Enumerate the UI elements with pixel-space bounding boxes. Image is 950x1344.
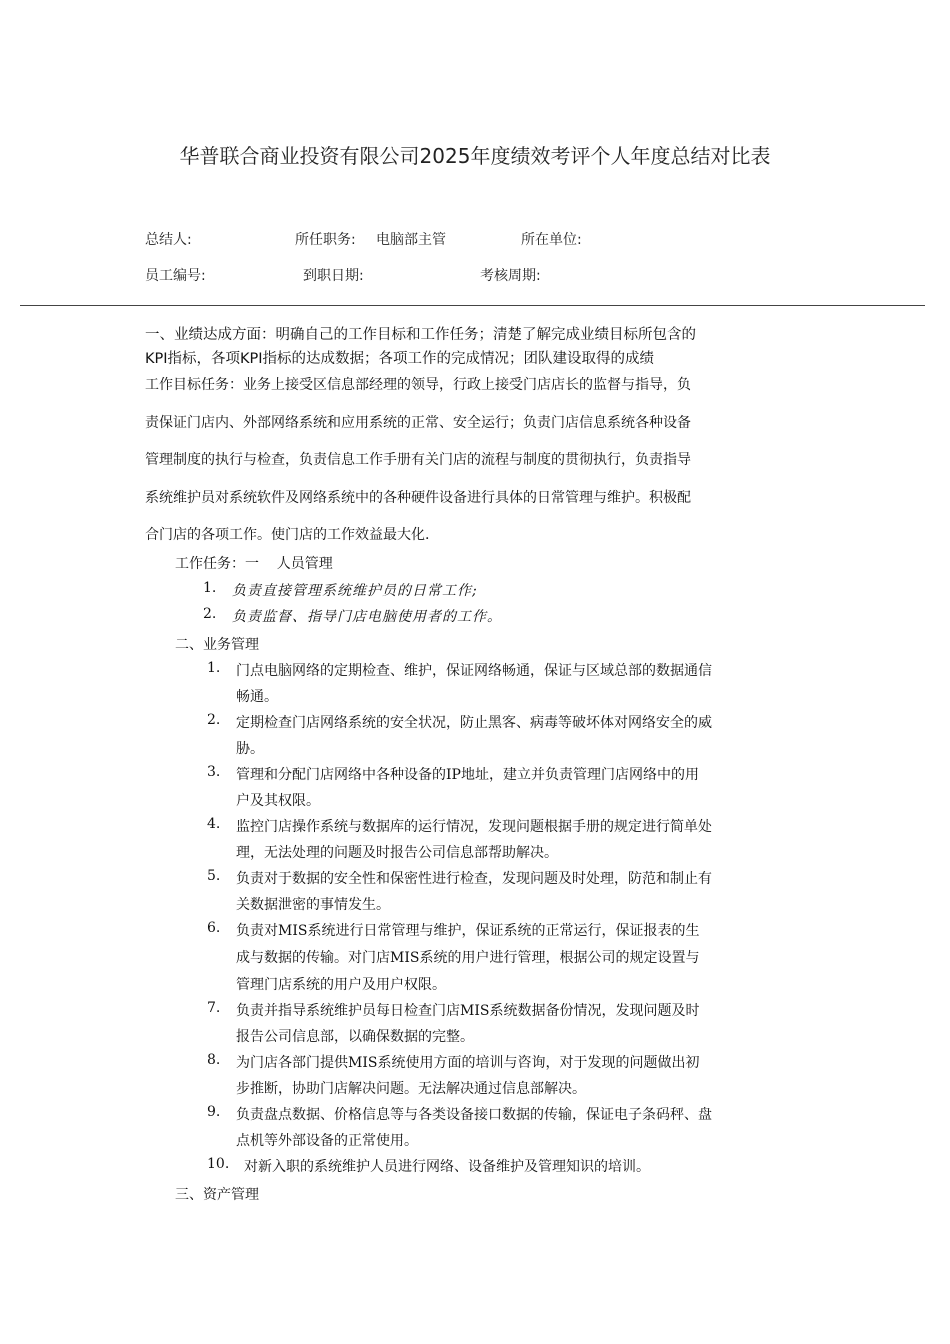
item-number: 3. [207,764,221,780]
item-text: 负责对于数据的安全性和保密性进行检查，发现问题及时处理，防范和制止有 [236,871,712,887]
item-text: 户及其权限。 [236,793,320,809]
goal-line: 工作目标任务：业务上接受区信息部经理的领导，行政上接受门店店长的监督与指导，负 [145,377,691,393]
goal-line: 系统维护员对系统软件及网络系统中的各种硬件设备进行具体的日常管理与维护。积极配 [145,490,691,506]
item-number: 5. [207,868,221,884]
item-text: 点机等外部设备的正常使用。 [236,1133,418,1149]
business-heading: 二、业务管理 [175,637,259,653]
section1-heading-line1: 一、业绩达成方面：明确自己的工作目标和工作任务；清楚了解完成业绩目标所包含的 [145,327,696,343]
item-text: 报告公司信息部，以确保数据的完整。 [236,1029,474,1045]
goal-line: 管理制度的执行与检查，负责信息工作手册有关门店的流程与制度的贯彻执行，负责指导 [145,452,691,468]
item-text: 管理门店系统的用户及用户权限。 [236,977,446,993]
header-divider [20,305,925,306]
item-text: 负责盘点数据、价格信息等与各类设备接口数据的传输，保证电子条码秤、盘 [236,1107,712,1123]
summarizer-label: 总结人: [145,232,192,248]
item-text: 负责监督、指导门店电脑使用者的工作。 [232,609,502,625]
item-text: 监控门店操作系统与数据库的运行情况，发现问题根据手册的规定进行简单处 [236,819,712,835]
item-text: 定期检查门店网络系统的安全状况，防止黑客、病毒等破坏体对网络安全的威 [236,715,712,731]
item-number: 10. [207,1156,230,1172]
item-text: 对新入职的系统维护人员进行网络、设备维护及管理知识的培训。 [244,1159,650,1175]
item-number: 7. [207,1000,221,1016]
review-period-label: 考核周期: [480,268,541,284]
document-title: 华普联合商业投资有限公司2025年度绩效考评个人年度总结对比表 [179,144,771,168]
item-text: 步推断，协助门店解决问题。无法解决通过信息部解决。 [236,1081,586,1097]
item-number: 6. [207,920,221,936]
item-number: 2. [203,606,217,622]
hire-date-label: 到职日期: [303,268,364,284]
item-text: 为门店各部门提供MIS系统使用方面的培训与咨询，对于发现的问题做出初 [236,1055,700,1071]
employee-id-label: 员工编号: [145,268,206,284]
item-number: 9. [207,1104,221,1120]
item-number: 1. [207,660,221,676]
position-label: 所任职务: [295,232,356,248]
item-text: 负责对MIS系统进行日常管理与维护，保证系统的正常运行，保证报表的生 [236,923,700,939]
item-text: 畅通。 [236,689,278,705]
task-heading: 工作任务：一 人员管理 [175,556,333,572]
goal-line: 合门店的各项工作。使门店的工作效益最大化. [145,527,430,543]
item-text: 负责并指导系统维护员每日检查门店MIS系统数据备份情况，发现问题及时 [236,1003,700,1019]
section1-heading-line2: KPI指标，各项KPI指标的达成数据；各项工作的完成情况；团队建设取得的成绩 [145,351,655,367]
asset-heading: 三、资产管理 [175,1187,259,1203]
item-number: 4. [207,816,221,832]
item-text: 关数据泄密的事情发生。 [236,897,390,913]
item-text: 管理和分配门店网络中各种设备的IP地址，建立并负责管理门店网络中的用 [236,767,699,783]
item-text: 负责直接管理系统维护员的日常工作; [232,583,478,599]
item-text: 理，无法处理的问题及时报告公司信息部帮助解决。 [236,845,558,861]
item-text: 胁。 [236,741,264,757]
position-value: 电脑部主管 [376,232,446,248]
item-number: 8. [207,1052,221,1068]
item-number: 2. [207,712,221,728]
unit-label: 所在单位: [521,232,582,248]
item-text: 门点电脑网络的定期检查、维护，保证网络畅通，保证与区域总部的数据通信 [236,663,712,679]
goal-line: 责保证门店内、外部网络系统和应用系统的正常、安全运行；负责门店信息系统各种设备 [145,415,691,431]
item-text: 成与数据的传输。对门店MIS系统的用户进行管理，根据公司的规定设置与 [236,950,700,966]
item-number: 1. [203,580,217,596]
